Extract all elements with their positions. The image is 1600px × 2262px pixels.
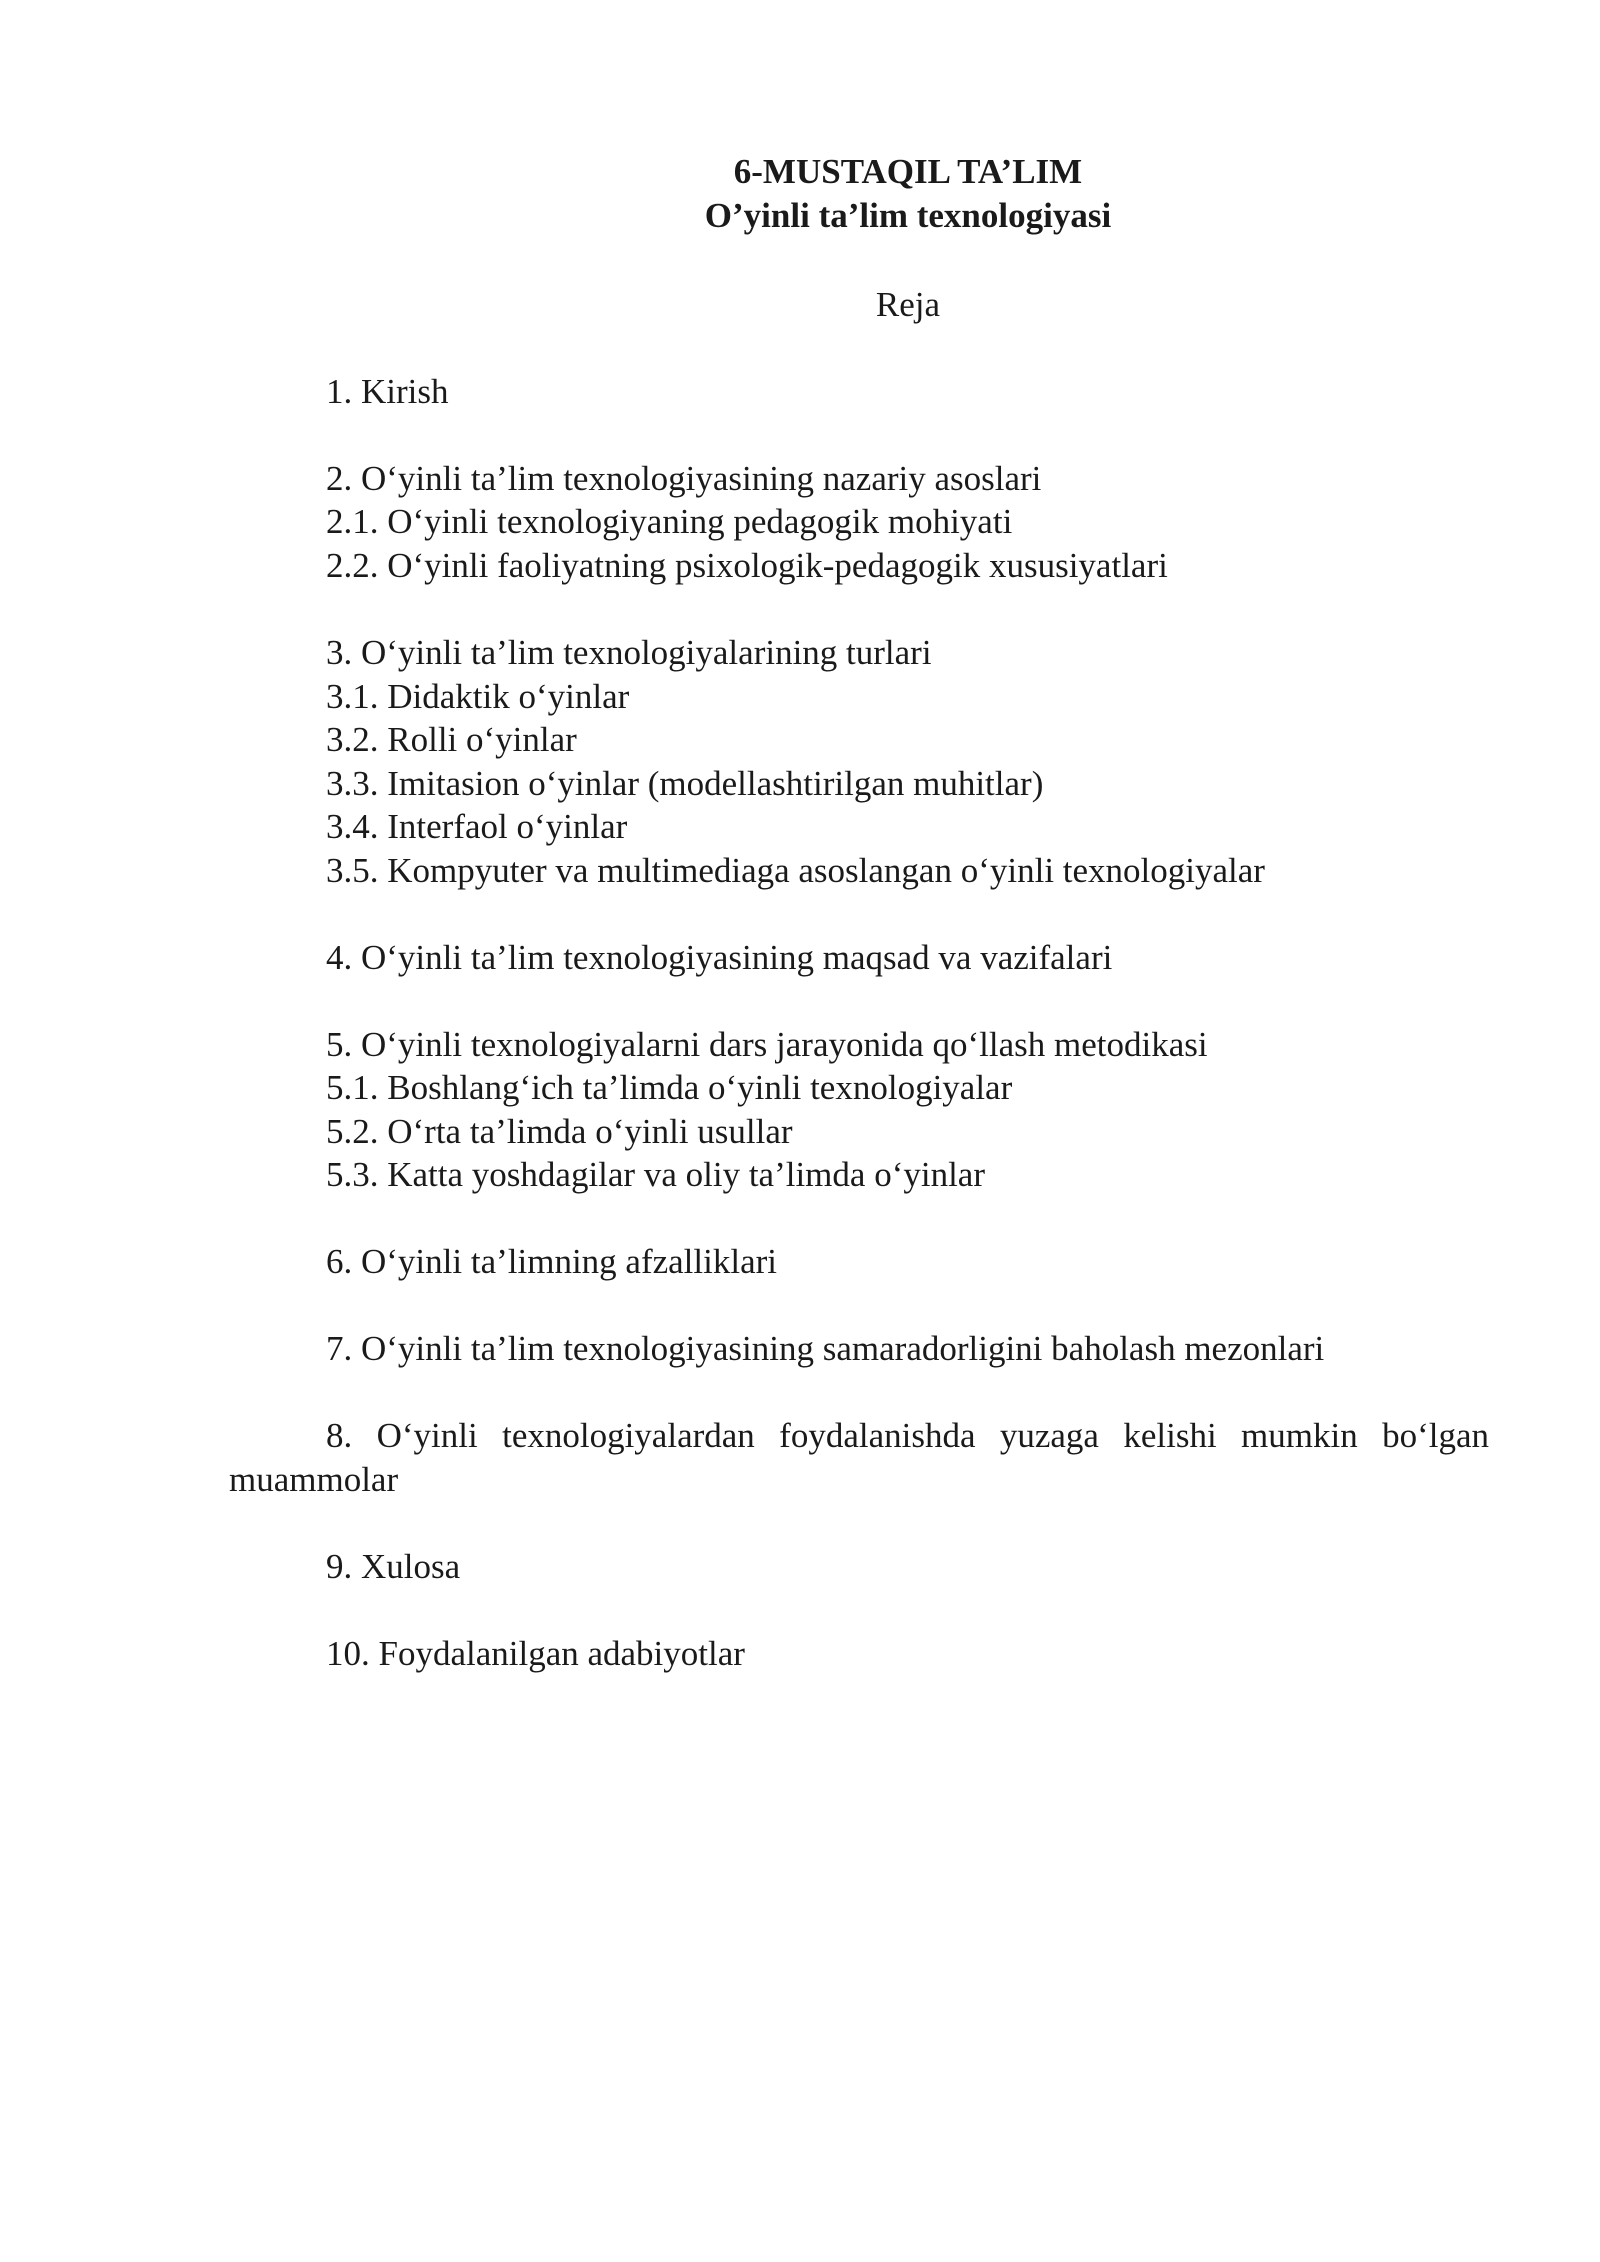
plan-item: 1. Kirish — [326, 372, 449, 411]
plan-item: 9. Xulosa — [326, 1547, 461, 1586]
plan-item: 7. O‘yinli ta’lim texnologiyasining samaradorligini baholash mezonlari — [326, 1329, 1325, 1368]
plan-item: 2. O‘yinli ta’lim texnologiyasining nazariy asoslari — [326, 459, 1042, 498]
plan-item: 5.1. Boshlang‘ich ta’limda o‘yinli texnologiyalar — [326, 1068, 1013, 1107]
plan-item-line-2: muammolar — [229, 1460, 399, 1499]
plan-item: 4. O‘yinli ta’lim texnologiyasining maqsad va vazifalari — [326, 938, 1113, 977]
plan-item: 5.3. Katta yoshdagilar va oliy ta’limda o‘yinlar — [326, 1155, 985, 1194]
plan-item: 2.1. O‘yinli texnologiyaning pedagogik mohiyati — [326, 502, 1013, 541]
plan-item: 2.2. O‘yinli faoliyatning psixologik-pedagogik xususiyatlari — [326, 546, 1168, 585]
plan-item: 3.4. Interfaol o‘yinlar — [326, 807, 628, 846]
plan-heading: Reja — [875, 285, 941, 324]
plan-item: 3. O‘yinli ta’lim texnologiyalarining turlari — [326, 633, 932, 672]
plan-item-line-1: 8. O‘yinli texnologiyalardan foydalanishda yuzaga kelishi mumkin bo‘lgan — [326, 1416, 1489, 1455]
plan-item-multiline — [229, 1414, 1489, 1502]
plan-item: 6. O‘yinli ta’limning afzalliklari — [326, 1242, 777, 1281]
plan-item: 3.5. Kompyuter va multimediaga asoslangan o‘yinli texnologiyalar — [326, 851, 1265, 890]
document-title: 6-MUSTAQIL TA’LIM — [733, 152, 1083, 191]
plan-item: 3.2. Rolli o‘yinlar — [326, 720, 577, 759]
document-subtitle: O’yinli ta’lim texnologiyasi — [704, 196, 1112, 235]
plan-item: 10. Foydalanilgan adabiyotlar — [326, 1634, 745, 1673]
plan-item: 3.1. Didaktik o‘yinlar — [326, 677, 630, 716]
plan-item: 5. O‘yinli texnologiyalarni dars jarayonida qo‘llash metodikasi — [326, 1025, 1208, 1064]
plan-item: 3.3. Imitasion o‘yinlar (modellashtirilgan muhitlar) — [326, 764, 1044, 803]
document-title-block — [228, 150, 1588, 238]
plan-item: 5.2. O‘rta ta’limda o‘yinli usullar — [326, 1112, 793, 1151]
